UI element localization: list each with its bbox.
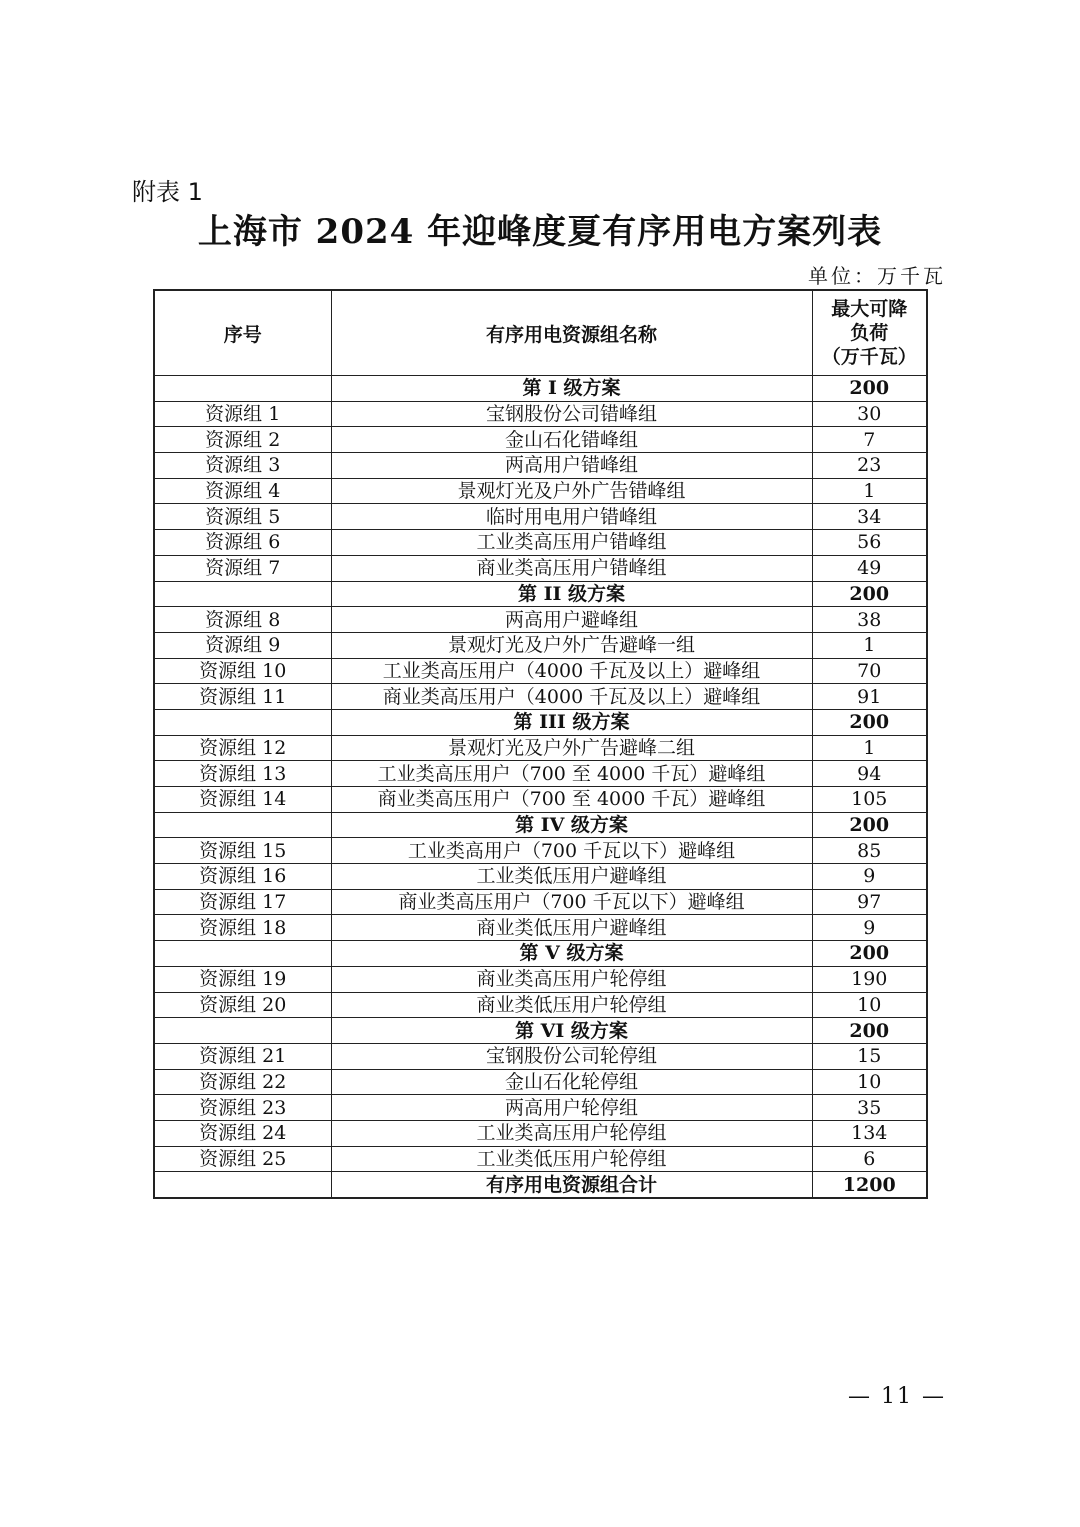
cell-value: 1 bbox=[812, 632, 927, 658]
cell-seq: 资源组 2 bbox=[154, 427, 331, 453]
table-level-row bbox=[154, 709, 927, 735]
cell-seq: 资源组 10 bbox=[154, 658, 331, 684]
cell-name: 宝钢股份公司错峰组 bbox=[331, 401, 812, 427]
table-row bbox=[154, 658, 927, 684]
cell-name: 工业类低压用户避峰组 bbox=[331, 864, 812, 890]
table-row bbox=[154, 787, 927, 813]
header-max-load-line1: 最大可降 bbox=[831, 298, 908, 320]
table-body bbox=[154, 376, 927, 1199]
cell-seq: 资源组 4 bbox=[154, 478, 331, 504]
cell-seq: 资源组 24 bbox=[154, 1120, 331, 1146]
cell-value: 49 bbox=[812, 555, 927, 581]
table-level-row bbox=[154, 812, 927, 838]
table-row bbox=[154, 427, 927, 453]
cell-seq: 资源组 8 bbox=[154, 607, 331, 633]
cell-value: 94 bbox=[812, 761, 927, 787]
cell-name: 商业类高压用户轮停组 bbox=[331, 966, 812, 992]
page-number: — 11 — bbox=[848, 1384, 946, 1409]
cell-seq: 资源组 5 bbox=[154, 504, 331, 530]
cell-name: 商业类高压用户（700 至 4000 千瓦）避峰组 bbox=[331, 787, 812, 813]
header-max-load bbox=[812, 290, 927, 376]
cell-seq: 资源组 3 bbox=[154, 453, 331, 479]
cell-name: 宝钢股份公司轮停组 bbox=[331, 1043, 812, 1069]
cell-seq: 资源组 6 bbox=[154, 530, 331, 556]
cell-name: 第 III 级方案 bbox=[331, 709, 812, 735]
table-row bbox=[154, 992, 927, 1018]
plan-table-container bbox=[153, 289, 928, 1199]
cell-value: 1 bbox=[812, 735, 927, 761]
cell-name: 商业类高压用户（700 千瓦以下）避峰组 bbox=[331, 889, 812, 915]
cell-value: 105 bbox=[812, 787, 927, 813]
cell-name: 商业类高压用户错峰组 bbox=[331, 555, 812, 581]
table-row bbox=[154, 453, 927, 479]
cell-name: 两高用户轮停组 bbox=[331, 1095, 812, 1121]
cell-value: 1200 bbox=[812, 1172, 927, 1198]
cell-seq bbox=[154, 581, 331, 607]
cell-seq: 资源组 13 bbox=[154, 761, 331, 787]
table-row bbox=[154, 915, 927, 941]
cell-name: 第 II 级方案 bbox=[331, 581, 812, 607]
cell-seq: 资源组 11 bbox=[154, 684, 331, 710]
table-level-row bbox=[154, 581, 927, 607]
cell-name: 工业类高压用户错峰组 bbox=[331, 530, 812, 556]
cell-name: 工业类低压用户轮停组 bbox=[331, 1146, 812, 1172]
table-row bbox=[154, 966, 927, 992]
table-header-row bbox=[154, 290, 927, 376]
header-seq: 序号 bbox=[154, 290, 331, 376]
table-level-row bbox=[154, 1018, 927, 1044]
cell-seq: 资源组 21 bbox=[154, 1043, 331, 1069]
cell-name: 第 IV 级方案 bbox=[331, 812, 812, 838]
table-row bbox=[154, 530, 927, 556]
table-row bbox=[154, 684, 927, 710]
cell-value: 15 bbox=[812, 1043, 927, 1069]
cell-name: 两高用户避峰组 bbox=[331, 607, 812, 633]
table-row bbox=[154, 1146, 927, 1172]
cell-name: 景观灯光及户外广告避峰二组 bbox=[331, 735, 812, 761]
cell-seq: 资源组 9 bbox=[154, 632, 331, 658]
cell-seq bbox=[154, 709, 331, 735]
table-row bbox=[154, 555, 927, 581]
cell-value: 6 bbox=[812, 1146, 927, 1172]
cell-name: 金山石化错峰组 bbox=[331, 427, 812, 453]
cell-name: 两高用户错峰组 bbox=[331, 453, 812, 479]
cell-value: 9 bbox=[812, 864, 927, 890]
cell-value: 10 bbox=[812, 1069, 927, 1095]
cell-value: 134 bbox=[812, 1120, 927, 1146]
cell-seq: 资源组 25 bbox=[154, 1146, 331, 1172]
cell-name: 第 VI 级方案 bbox=[331, 1018, 812, 1044]
table-row bbox=[154, 504, 927, 530]
table-row bbox=[154, 761, 927, 787]
cell-value: 10 bbox=[812, 992, 927, 1018]
cell-value: 35 bbox=[812, 1095, 927, 1121]
table-total-row bbox=[154, 1172, 927, 1198]
cell-value: 23 bbox=[812, 453, 927, 479]
cell-value: 91 bbox=[812, 684, 927, 710]
cell-value: 1 bbox=[812, 478, 927, 504]
cell-seq bbox=[154, 1018, 331, 1044]
cell-value: 200 bbox=[812, 1018, 927, 1044]
cell-name: 景观灯光及户外广告错峰组 bbox=[331, 478, 812, 504]
table-row bbox=[154, 838, 927, 864]
cell-name: 第 V 级方案 bbox=[331, 941, 812, 967]
cell-seq: 资源组 20 bbox=[154, 992, 331, 1018]
cell-name: 商业类高压用户（4000 千瓦及以上）避峰组 bbox=[331, 684, 812, 710]
cell-value: 7 bbox=[812, 427, 927, 453]
cell-seq bbox=[154, 812, 331, 838]
table-row bbox=[154, 607, 927, 633]
cell-name: 工业类高压用户（4000 千瓦及以上）避峰组 bbox=[331, 658, 812, 684]
table-row bbox=[154, 735, 927, 761]
header-name: 有序用电资源组名称 bbox=[331, 290, 812, 376]
table-row bbox=[154, 864, 927, 890]
table-row bbox=[154, 632, 927, 658]
cell-name: 商业类低压用户避峰组 bbox=[331, 915, 812, 941]
table-row bbox=[154, 1069, 927, 1095]
plan-table bbox=[153, 289, 928, 1199]
cell-value: 34 bbox=[812, 504, 927, 530]
cell-value: 200 bbox=[812, 812, 927, 838]
cell-seq: 资源组 17 bbox=[154, 889, 331, 915]
cell-name: 景观灯光及户外广告避峰一组 bbox=[331, 632, 812, 658]
cell-name: 工业类高压用户（700 至 4000 千瓦）避峰组 bbox=[331, 761, 812, 787]
cell-value: 200 bbox=[812, 376, 927, 402]
table-level-row bbox=[154, 941, 927, 967]
cell-seq: 资源组 14 bbox=[154, 787, 331, 813]
cell-name: 金山石化轮停组 bbox=[331, 1069, 812, 1095]
cell-value: 200 bbox=[812, 941, 927, 967]
table-row bbox=[154, 401, 927, 427]
cell-name: 有序用电资源组合计 bbox=[331, 1172, 812, 1198]
cell-name: 工业类高压用户轮停组 bbox=[331, 1120, 812, 1146]
header-max-load-line3: （万千瓦） bbox=[821, 346, 917, 368]
cell-seq: 资源组 22 bbox=[154, 1069, 331, 1095]
cell-value: 200 bbox=[812, 581, 927, 607]
cell-value: 85 bbox=[812, 838, 927, 864]
cell-value: 97 bbox=[812, 889, 927, 915]
document-title: 上海市 2024 年迎峰度夏有序用电方案列表 bbox=[197, 212, 883, 252]
cell-seq: 资源组 18 bbox=[154, 915, 331, 941]
cell-seq: 资源组 1 bbox=[154, 401, 331, 427]
table-level-row bbox=[154, 376, 927, 402]
header-max-load-line2: 负荷 bbox=[850, 322, 889, 344]
cell-value: 200 bbox=[812, 709, 927, 735]
cell-seq bbox=[154, 376, 331, 402]
cell-value: 38 bbox=[812, 607, 927, 633]
cell-value: 30 bbox=[812, 401, 927, 427]
cell-name: 第 I 级方案 bbox=[331, 376, 812, 402]
table-row bbox=[154, 1095, 927, 1121]
table-row bbox=[154, 1120, 927, 1146]
attachment-label: 附表 1 bbox=[132, 178, 203, 206]
cell-name: 工业类高用户（700 千瓦以下）避峰组 bbox=[331, 838, 812, 864]
cell-seq: 资源组 19 bbox=[154, 966, 331, 992]
cell-seq bbox=[154, 1172, 331, 1198]
cell-seq: 资源组 15 bbox=[154, 838, 331, 864]
table-row bbox=[154, 889, 927, 915]
cell-name: 临时用电用户错峰组 bbox=[331, 504, 812, 530]
cell-seq: 资源组 12 bbox=[154, 735, 331, 761]
cell-value: 70 bbox=[812, 658, 927, 684]
unit-label: 单位：万千瓦 bbox=[808, 264, 946, 288]
cell-value: 9 bbox=[812, 915, 927, 941]
cell-value: 56 bbox=[812, 530, 927, 556]
cell-seq bbox=[154, 941, 331, 967]
cell-name: 商业类低压用户轮停组 bbox=[331, 992, 812, 1018]
cell-seq: 资源组 23 bbox=[154, 1095, 331, 1121]
cell-seq: 资源组 7 bbox=[154, 555, 331, 581]
cell-seq: 资源组 16 bbox=[154, 864, 331, 890]
cell-value: 190 bbox=[812, 966, 927, 992]
table-row bbox=[154, 478, 927, 504]
table-row bbox=[154, 1043, 927, 1069]
